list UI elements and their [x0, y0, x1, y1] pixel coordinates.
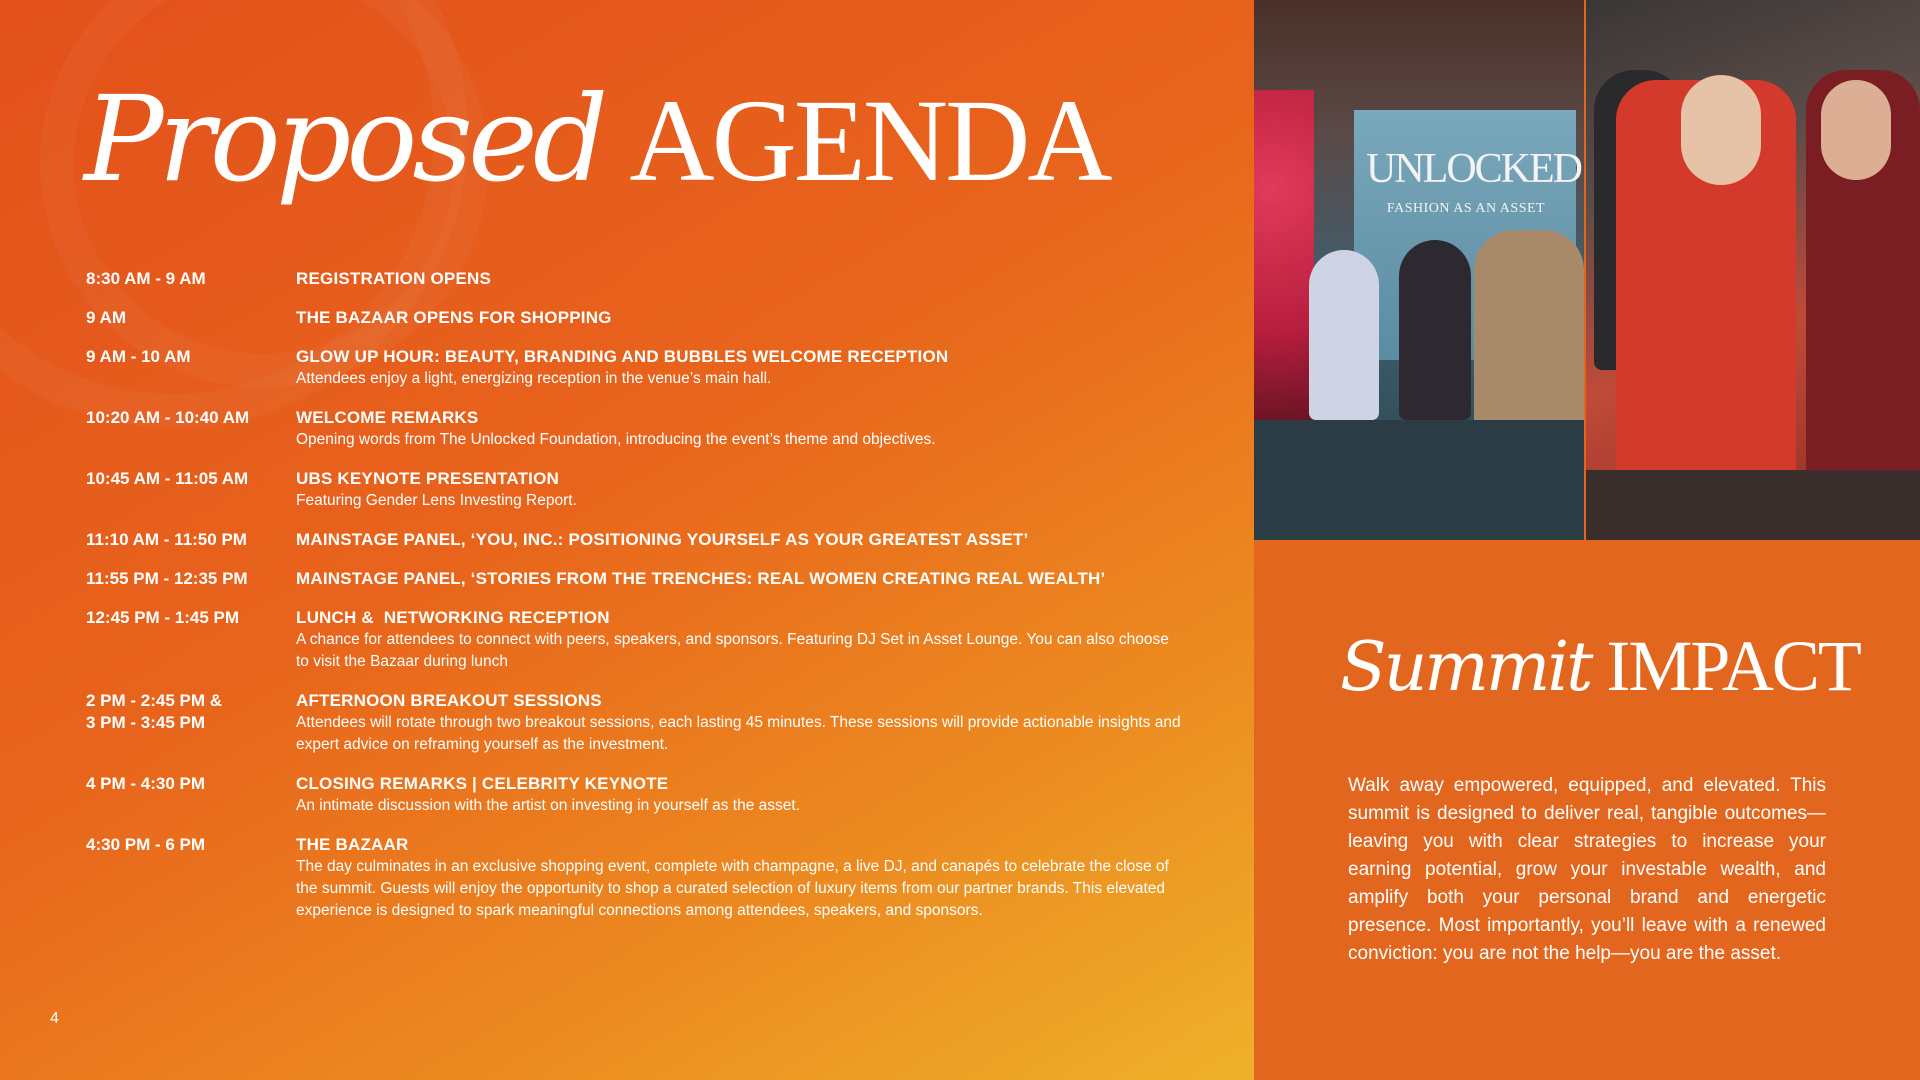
backdrop-title: UNLOCKED: [1366, 146, 1581, 192]
agenda-item: [86, 346, 1186, 390]
title-caps: AGENDA: [629, 75, 1110, 206]
backdrop-subtitle: FASHION AS AN ASSET: [1386, 201, 1546, 216]
agenda-time: 2 PM - 2:45 PM & 3 PM - 3:45 PM: [86, 691, 223, 732]
agenda-item: [86, 529, 1186, 551]
impact-title: [1340, 626, 1860, 707]
event-photo-stage: [1254, 0, 1584, 540]
agenda-time: 11:55 PM - 12:35 PM: [86, 569, 248, 588]
agenda-item: [86, 407, 1186, 451]
agenda-item: [86, 568, 1186, 590]
agenda-description: Attendees will rotate through two breakout sessions, each lasting 45 minutes. These sessions will provide actionable insights and expert advice on reframing yourself as the investment.: [296, 714, 1181, 753]
agenda-description: Attendees enjoy a light, energizing reception in the venue’s main hall.: [296, 370, 772, 387]
impact-title-script: Summit: [1340, 628, 1591, 707]
agenda-item: [86, 773, 1186, 817]
attendee-face: [1681, 75, 1761, 185]
event-photo-audience: [1586, 0, 1920, 540]
agenda-item: [86, 468, 1186, 512]
agenda-list: [86, 268, 1186, 939]
stage-floor: [1254, 420, 1584, 540]
agenda-time: 11:10 AM - 11:50 PM: [86, 530, 247, 549]
agenda-time: 4 PM - 4:30 PM: [86, 774, 206, 793]
agenda-title: WELCOME REMARKS: [296, 408, 479, 427]
agenda-title: LUNCH & NETWORKING RECEPTION: [296, 608, 610, 627]
agenda-time: 9 AM - 10 AM: [86, 347, 191, 366]
title-script: Proposed: [84, 70, 604, 208]
agenda-time: 10:45 AM - 11:05 AM: [86, 469, 249, 488]
agenda-time: 10:20 AM - 10:40 AM: [86, 408, 250, 427]
impact-description: Walk away empowered, equipped, and elevated. This summit is designed to deliver real, tangible outcomes—leaving you with clear strategies to increase your earning potential, grow your investable wealth, and amplify both your personal brand and energetic presence. Most importantly, you’ll leave with a renewed conviction: you are not the help—you are the asset.: [1348, 775, 1826, 964]
agenda-description: The day culminates in an exclusive shopping event, complete with champagne, a live DJ, and canapés to celebrate the close of the summit. Guests will enjoy the opportunity to shop a curated selection of luxury items from our partner brands. This elevated experience is designed to spark meaningful connections among attendees, speakers, and sponsors.: [296, 858, 1169, 919]
agenda-title: THE BAZAAR: [296, 835, 409, 854]
agenda-item: [86, 307, 1186, 329]
agenda-title: AFTERNOON BREAKOUT SESSIONS: [296, 691, 602, 710]
agenda-time: 12:45 PM - 1:45 PM: [86, 608, 240, 627]
agenda-description: A chance for attendees to connect with peers, speakers, and sponsors. Featuring DJ Set in Asset Lounge. You can also choose to visit the Bazaar during lunch: [296, 631, 1169, 670]
impact-title-caps: IMPACT: [1606, 626, 1860, 706]
agenda-item: [86, 268, 1186, 290]
agenda-item: [86, 607, 1186, 673]
agenda-title: REGISTRATION OPENS: [296, 269, 492, 288]
agenda-description: An intimate discussion with the artist on investing in yourself as the asset.: [296, 797, 800, 814]
agenda-title: CLOSING REMARKS | CELEBRITY KEYNOTE: [296, 774, 669, 793]
agenda-item: [86, 690, 1186, 756]
agenda-time: 4:30 PM - 6 PM: [86, 835, 206, 854]
agenda-title: MAINSTAGE PANEL, ‘YOU, INC.: POSITIONING YOURSELF AS YOUR GREATEST ASSET’: [296, 530, 1029, 549]
agenda-time: 9 AM: [86, 308, 126, 327]
agenda-item: [86, 834, 1186, 922]
agenda-title: UBS KEYNOTE PRESENTATION: [296, 469, 559, 488]
speaker-figure: [1399, 240, 1471, 420]
agenda-time: 8:30 AM - 9 AM: [86, 269, 206, 288]
speaker-figure: [1309, 250, 1379, 420]
table-surface: [1586, 470, 1920, 540]
page-title: [84, 70, 1110, 208]
agenda-title: THE BAZAAR OPENS FOR SHOPPING: [296, 308, 612, 327]
flower-wall: [1254, 90, 1314, 420]
agenda-description: Opening words from The Unlocked Foundation, introducing the event’s theme and objectives.: [296, 431, 936, 448]
agenda-title: MAINSTAGE PANEL, ‘STORIES FROM THE TRENCHES: REAL WOMEN CREATING REAL WEALTH’: [296, 569, 1106, 588]
agenda-description: Featuring Gender Lens Investing Report.: [296, 492, 577, 509]
attendee-face: [1821, 80, 1891, 180]
agenda-title: GLOW UP HOUR: BEAUTY, BRANDING AND BUBBLES WELCOME RECEPTION: [296, 347, 949, 366]
page-number: 4: [50, 1010, 59, 1027]
